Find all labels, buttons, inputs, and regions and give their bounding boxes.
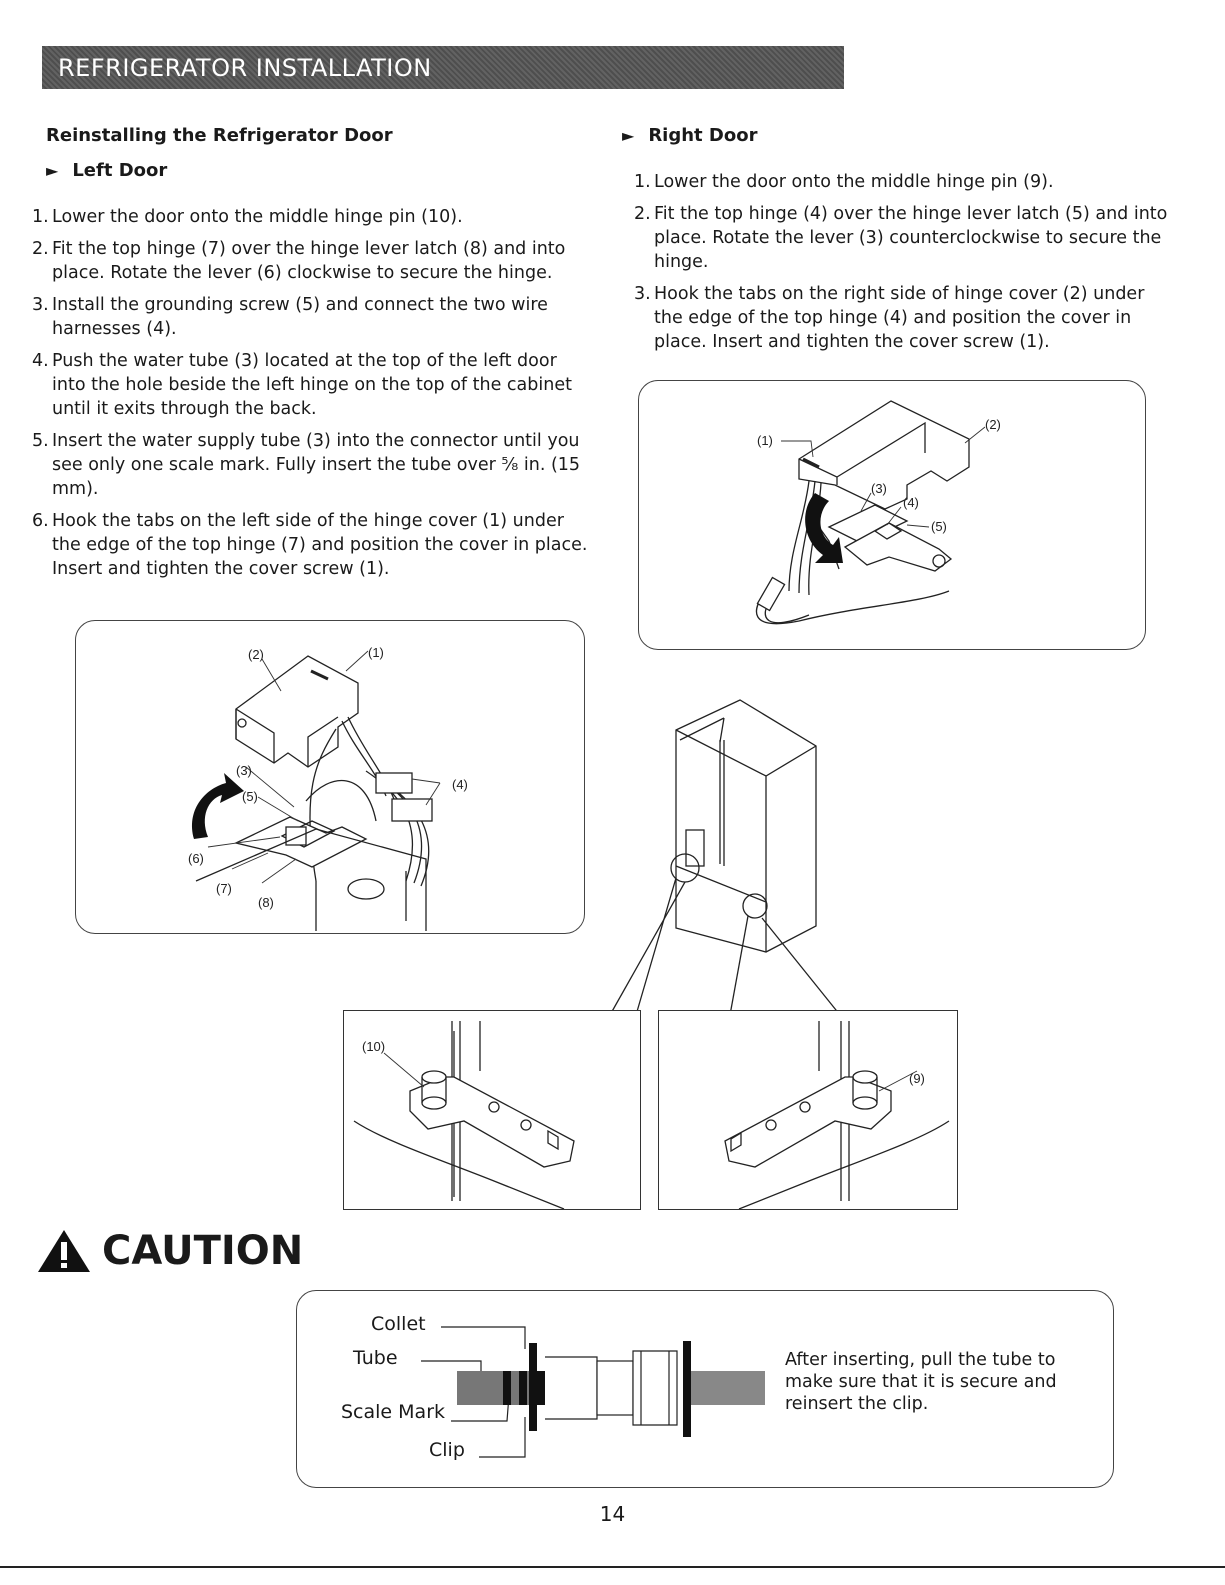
caution-heading <box>36 1228 303 1274</box>
list-item: 1. Lower the door onto the middle hinge pin (10). <box>32 207 463 227</box>
left-door-heading <box>46 160 167 181</box>
callout-1: (1) <box>368 645 384 660</box>
middle-hinge-pin-10-illustration <box>344 1011 640 1209</box>
callout-5: (5) <box>931 519 947 534</box>
callout-8: (8) <box>258 895 274 910</box>
tube-label: Tube <box>353 1347 398 1369</box>
callout-2: (2) <box>985 417 1001 432</box>
list-item: 5. Insert the water supply tube (3) into the connector until you see only one scale mark. Fully insert the tube over ⁵⁄₈ in. (15 mm). <box>32 431 581 499</box>
callout-10: (10) <box>362 1039 386 1054</box>
clip-label: Clip <box>429 1439 465 1461</box>
caution-title: CAUTION <box>102 1228 304 1274</box>
right-hinge-illustration <box>639 381 1145 649</box>
refrigerator-overview <box>340 690 960 1020</box>
left-door-heading-text: Left Door <box>72 160 168 181</box>
middle-hinge-pin-9-illustration <box>659 1011 957 1209</box>
right-hinge-figure <box>638 380 1146 650</box>
triangle-bullet-icon: ► <box>46 161 59 180</box>
list-item: 3. Hook the tabs on the right side of hinge cover (2) under the edge of the top hinge (4) and position the cover in place. Insert and tighten the cover screw (1). <box>634 284 1145 352</box>
right-door-heading <box>622 125 757 146</box>
triangle-bullet-icon: ► <box>622 126 635 145</box>
right-door-steps <box>612 170 1172 362</box>
callout-9: (9) <box>909 1071 925 1086</box>
list-item: 4. Push the water tube (3) located at the top of the left door into the hole beside the left hinge on the top of the cabinet until it exits through the back. <box>32 351 572 419</box>
callout-3: (3) <box>236 763 252 778</box>
list-item: 3. Install the grounding screw (5) and connect the two wire harnesses (4). <box>32 295 548 339</box>
caution-box <box>296 1290 1114 1488</box>
right-door-heading-text: Right Door <box>648 125 758 146</box>
callout-5: (5) <box>242 789 258 804</box>
collet-label: Collet <box>371 1313 426 1335</box>
section-title: Reinstalling the Refrigerator Door <box>46 125 393 146</box>
list-item: 2. Fit the top hinge (7) over the hinge lever latch (8) and into place. Rotate the lever (6) clockwise to secure the hinge. <box>32 239 566 283</box>
left-door-steps <box>10 205 590 589</box>
scale-mark-label: Scale Mark <box>341 1401 446 1423</box>
right-middle-hinge-detail <box>658 1010 958 1210</box>
left-middle-hinge-detail <box>343 1010 641 1210</box>
warning-triangle-icon <box>36 1228 92 1274</box>
list-item: 2. Fit the top hinge (4) over the hinge lever latch (5) and into place. Rotate the lever (3) counterclockwise to secure the hinge. <box>634 204 1168 272</box>
callout-4: (4) <box>903 495 919 510</box>
list-item: 1. Lower the door onto the middle hinge pin (9). <box>634 172 1054 192</box>
callout-7: (7) <box>216 881 232 896</box>
callout-6: (6) <box>188 851 204 866</box>
list-item: 6. Hook the tabs on the left side of the hinge cover (1) under the edge of the top hinge (7) and position the cover in place. Insert and tighten the cover screw (1). <box>32 511 588 579</box>
clockwise-arrow-icon <box>192 773 244 839</box>
page-number: 14 <box>599 1502 626 1526</box>
callout-3: (3) <box>871 481 887 496</box>
callout-2: (2) <box>248 647 264 662</box>
callout-1: (1) <box>757 433 773 448</box>
callout-4: (4) <box>452 777 468 792</box>
section-banner <box>42 46 844 89</box>
banner-title: REFRIGERATOR INSTALLATION <box>58 54 432 82</box>
divider <box>0 1566 1225 1568</box>
caution-text: After inserting, pull the tube to make sure that it is secure and reinsert the clip. <box>785 1350 1057 1414</box>
